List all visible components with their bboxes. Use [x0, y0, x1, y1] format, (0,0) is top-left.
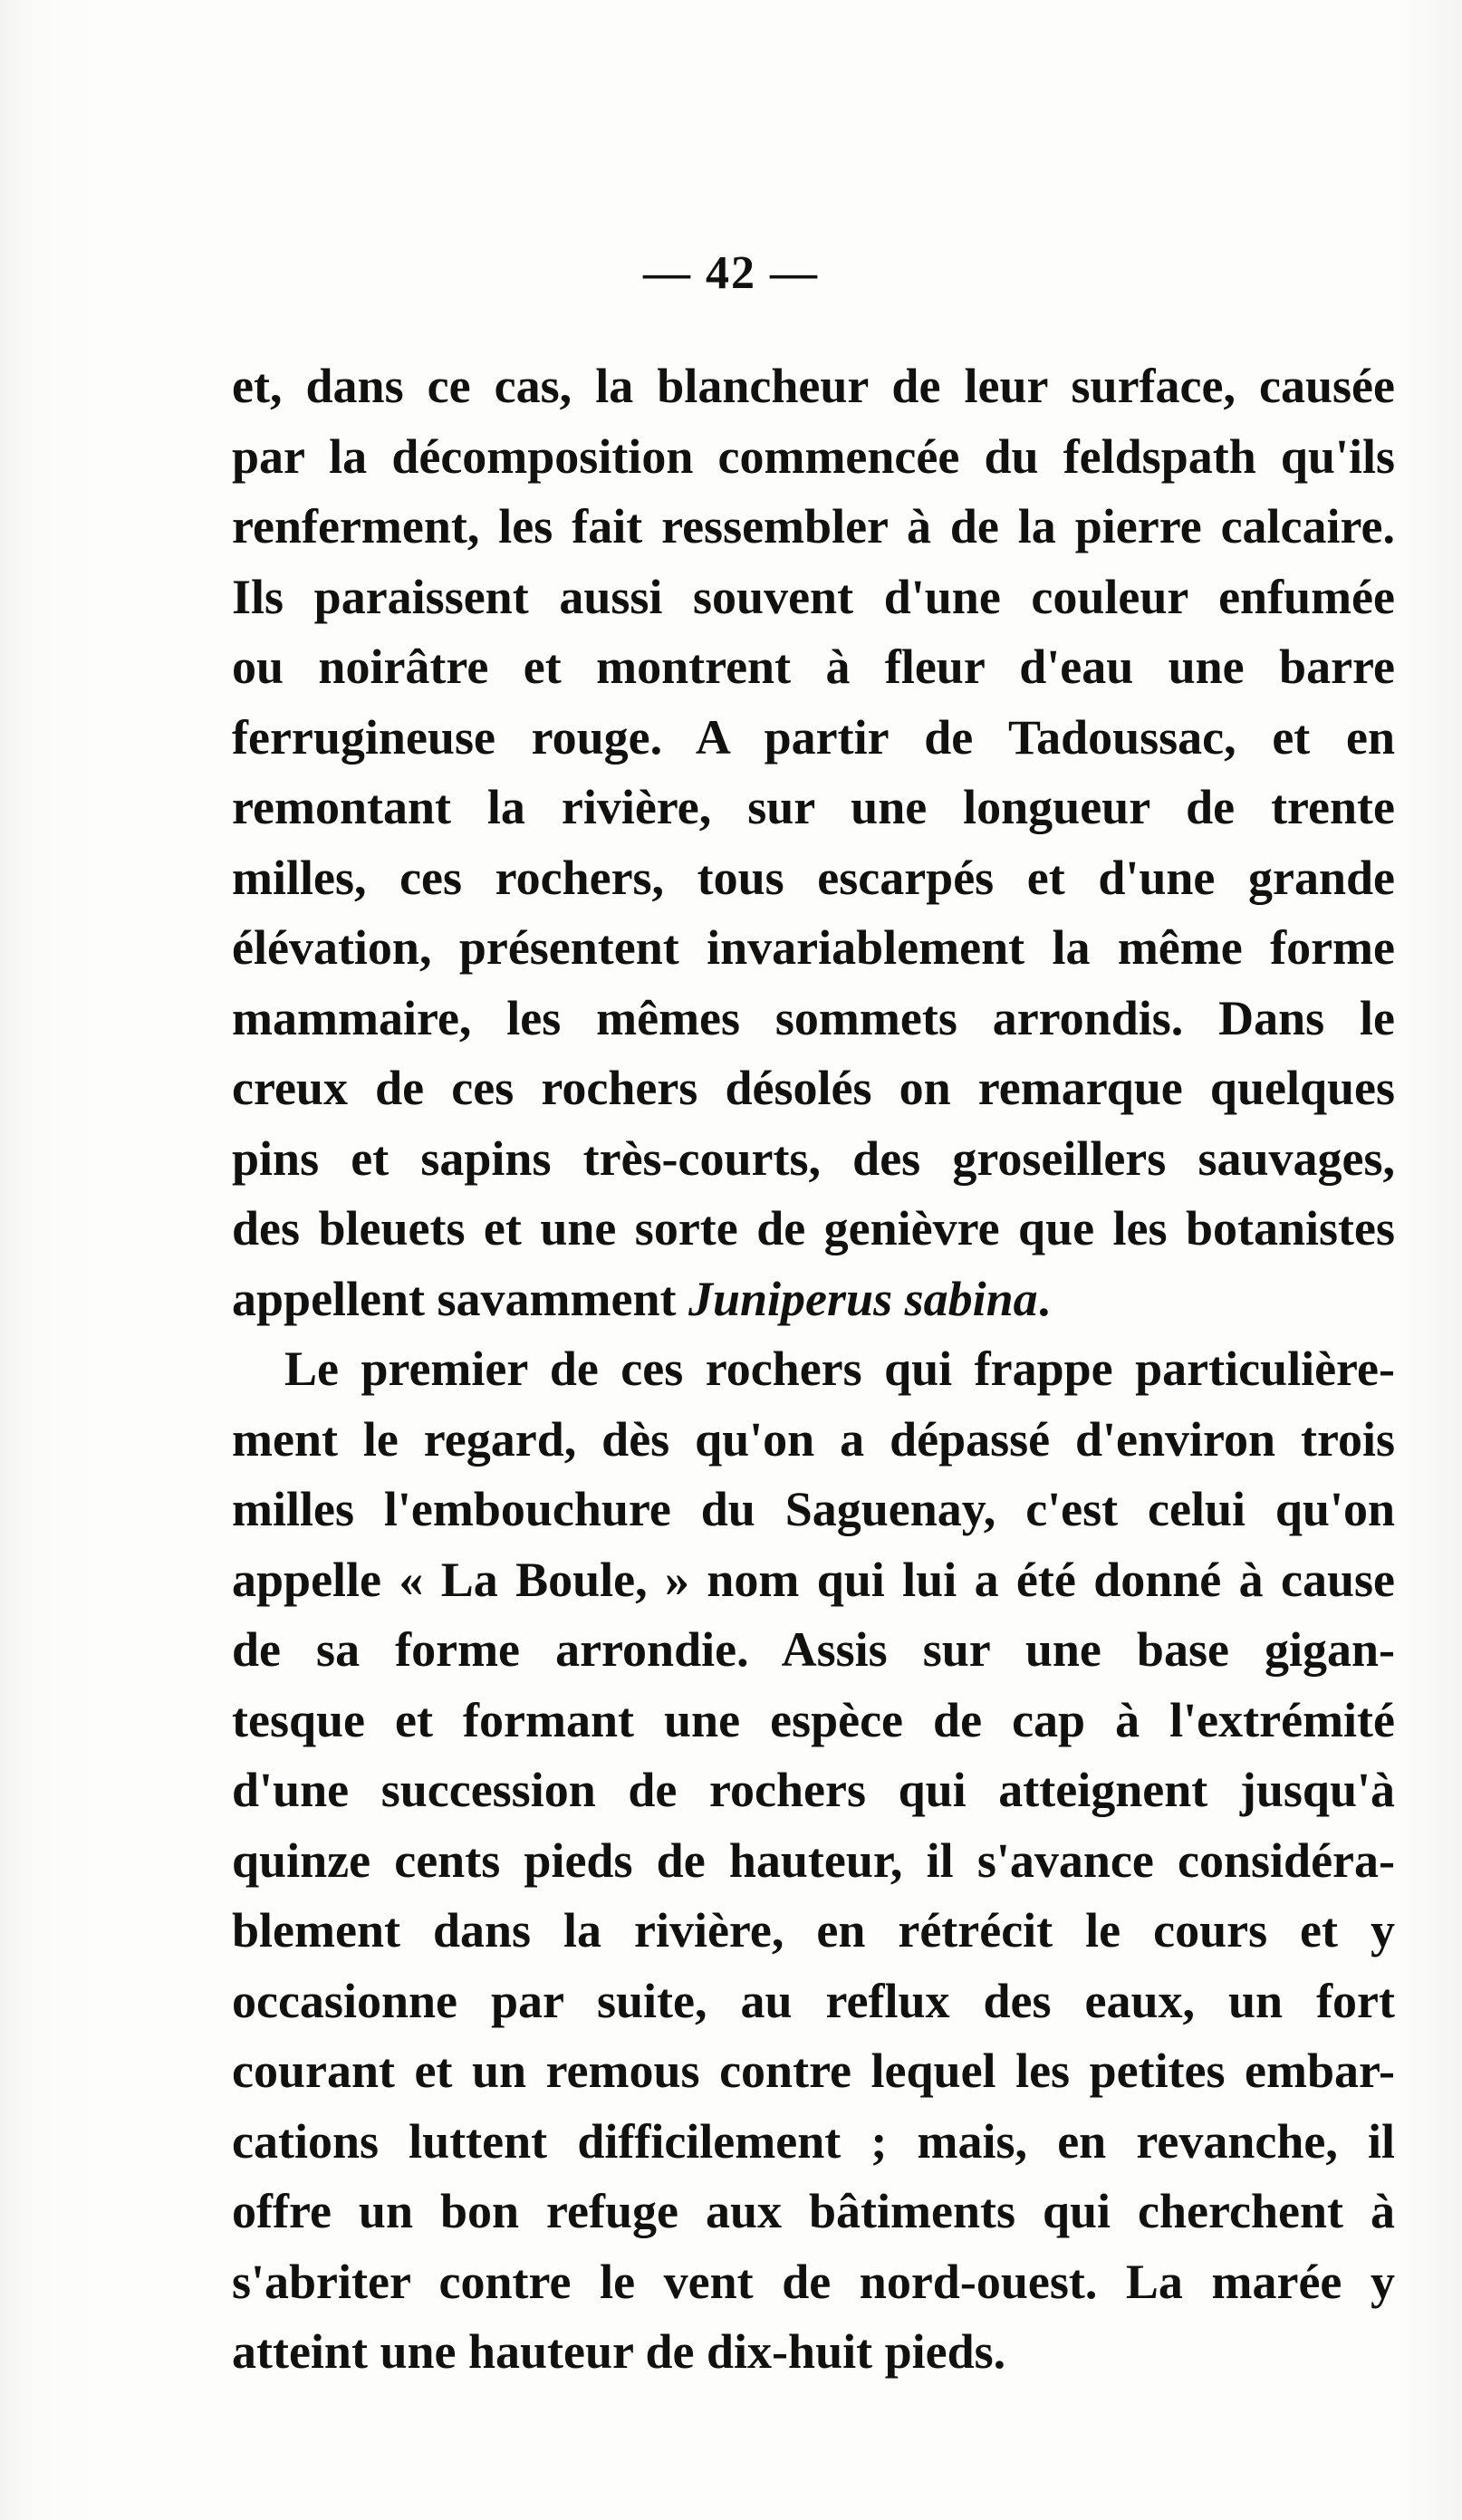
text-line: cations luttent difficilement ; mais, en revanche, il [232, 2113, 1395, 2169]
text-line [232, 1265, 1395, 1335]
text-line: par la décomposition commencée du feldspath qu'ils [232, 428, 1395, 484]
text-line: ment le regard, dès qu'on a dépassé d'environ trois [232, 1411, 1395, 1467]
text-line: Ils paraissent aussi souvent d'une couleur enfumée [232, 569, 1395, 624]
text-line: d'une succession de rochers qui atteignent jusqu'à [232, 1763, 1395, 1817]
text-segment: appellent savamment [232, 1271, 688, 1326]
text-line: et, dans ce cas, la blancheur de leur surface, causée [232, 359, 1395, 413]
text-line: pins et sapins très-courts, des groseillers sauvages, [232, 1130, 1395, 1186]
text-line: remontant la rivière, sur une longueur de trente [232, 780, 1395, 834]
text-line: élévation, présentent invariablement la même forme [232, 920, 1395, 975]
text-line: ferrugineuse rouge. A partir de Tadoussac, et en [232, 709, 1395, 765]
text-line: quinze cents pieds de hauteur, il s'avance considéra- [232, 1832, 1395, 1888]
text-line: tesque et formant une espèce de cap à l'extrémité [232, 1692, 1395, 1747]
text-line: creux de ces rochers désolés on remarque quelques [232, 1061, 1395, 1115]
text-line: atteint une hauteur de dix-huit pieds. [232, 2324, 1006, 2379]
text-line: ou noirâtre et montrent à fleur d'eau une barre [232, 640, 1395, 694]
text-line: milles, ces rochers, tous escarpés et d'une grande [232, 850, 1395, 905]
text-segment: . [1037, 1271, 1051, 1326]
text-line: appelle « La Boule, » nom qui lui a été donné à cause [232, 1552, 1395, 1607]
text-line: mammaire, les mêmes sommets arrondis. Dans le [232, 990, 1395, 1045]
text-line: blement dans la rivière, en rétrécit le cours et y [232, 1903, 1395, 1957]
text-line: courant et un remous contre lequel les petites embar- [232, 2044, 1395, 2098]
body-text [232, 351, 1395, 2388]
paragraph-first-line: Le premier de ces rochers qui frappe particulière- [284, 1342, 1395, 1396]
text-line: s'abriter contre le vent de nord-ouest. La marée y [232, 2254, 1395, 2309]
text-line: milles l'embouchure du Saguenay, c'est celui qu'on [232, 1482, 1395, 1536]
text-line: de sa forme arrondie. Assis sur une base gigan- [232, 1622, 1395, 1677]
text-line: renferment, les fait ressembler à de la pierre calcaire. [232, 499, 1395, 553]
text-line: des bleuets et une sorte de genièvre que les botanistes [232, 1201, 1395, 1255]
text-line: occasionne par suite, au reflux des eaux, un fort [232, 1973, 1395, 2028]
page-number: — 42 — [643, 247, 819, 299]
text-line: offre un bon refuge aux bâtiments qui cherchent à [232, 2184, 1395, 2238]
botanical-name: Juniperus sabina [688, 1271, 1038, 1326]
